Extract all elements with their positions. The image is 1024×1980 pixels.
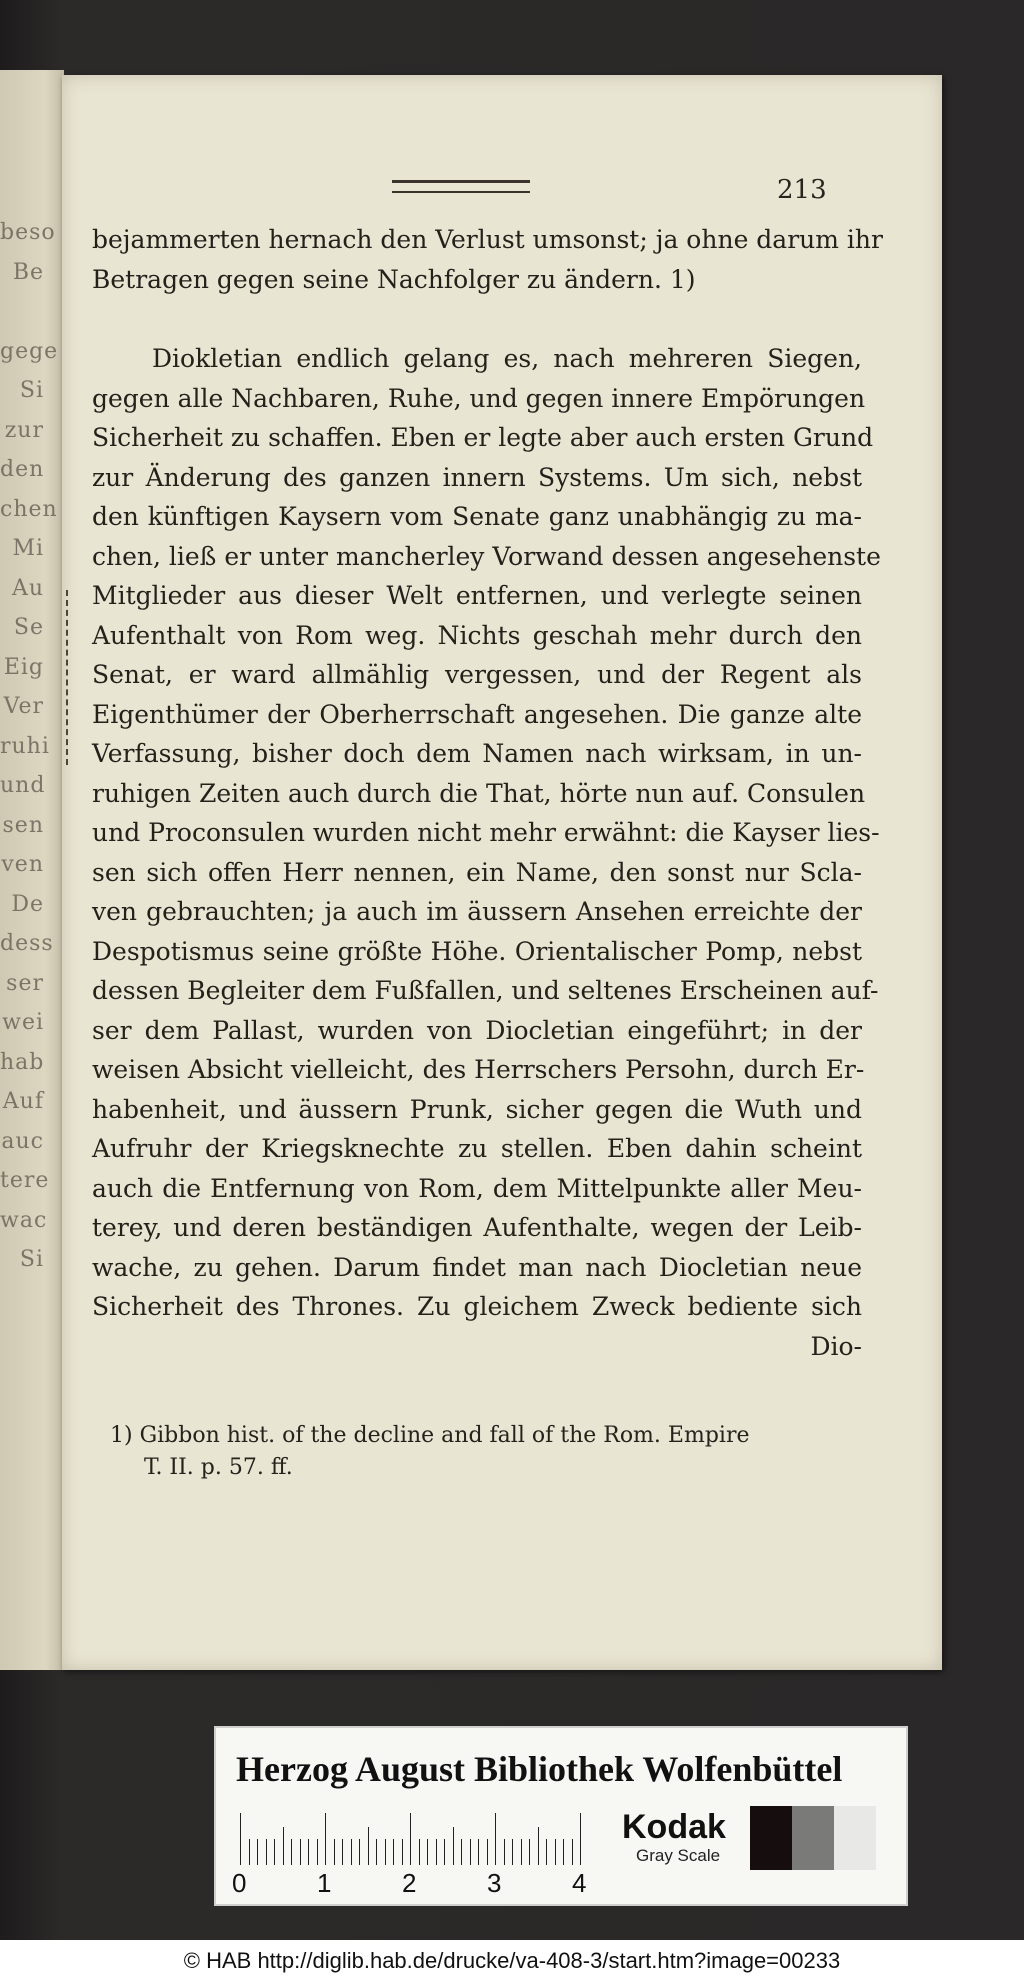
- ruler-tick: [249, 1839, 250, 1865]
- ruler-tick: [538, 1827, 539, 1865]
- copyright-credit: © HAB http://diglib.hab.de/drucke/va-408-3/start.htm?image=00233: [183, 1948, 841, 1973]
- ruler-tick: [495, 1813, 496, 1865]
- left-page-fragment: chen: [0, 496, 58, 522]
- left-page-fragment: Au: [11, 575, 44, 601]
- ruler-tick: [555, 1839, 556, 1865]
- ruler-tick: [419, 1839, 420, 1865]
- ruler-tick: [351, 1839, 352, 1865]
- ruler-tick: [478, 1839, 479, 1865]
- ruler-tick: [308, 1839, 309, 1865]
- left-page-fragment: wac: [0, 1207, 48, 1233]
- ruler-number: 1: [317, 1868, 332, 1898]
- ruler-tick: [436, 1839, 437, 1865]
- ruler-tick: [376, 1839, 377, 1865]
- text-line: ruhigen Zeiten auch durch die That, hörte nun auf. Consulen: [92, 778, 866, 808]
- left-page-fragment: und: [0, 773, 46, 798]
- text-line: ven gebrauchten; ja auch im äussern Ansehen erreichte der: [92, 897, 862, 926]
- footnote-line: 1) Gibbon hist. of the decline and fall of the Rom. Empire: [110, 1423, 750, 1448]
- left-page-fragment: Auf: [2, 1089, 44, 1114]
- brand-subtitle: Gray Scale: [636, 1846, 721, 1865]
- left-page-fragment: zur: [4, 417, 44, 443]
- left-page-fragment: ven: [1, 852, 44, 877]
- left-page-fragment: ruhi: [0, 733, 50, 759]
- header-rule: [392, 180, 530, 193]
- left-page-fragment: den: [0, 457, 45, 482]
- left-page-fragment: Si: [19, 378, 44, 403]
- text-line: Dio-: [810, 1331, 862, 1361]
- text-line: dessen Begleiter dem Fußfallen, und seltenes Erscheinen auf-: [92, 976, 879, 1005]
- ruler-tick: [427, 1839, 428, 1865]
- footnote-line: T. II. p. 57. ff.: [144, 1455, 293, 1480]
- archive-label: [214, 1726, 908, 1906]
- text-line: Diokletian endlich gelang es, nach mehreren Siegen,: [152, 344, 862, 373]
- ruler-tick: [461, 1839, 462, 1865]
- text-line: Betragen gegen seine Nachfolger zu ändern. 1): [92, 264, 696, 294]
- ruler-tick: [283, 1827, 284, 1865]
- text-line: Sicherheit zu schaffen. Eben er legte aber auch ersten Grund: [92, 423, 874, 452]
- text-line: Eigenthümer der Oberherrschaft angesehen. Die ganze alte: [92, 699, 862, 729]
- ruler-tick: [240, 1813, 241, 1865]
- ruler-tick: [274, 1839, 275, 1865]
- left-page-fragment: Ver: [3, 694, 44, 719]
- text-line: Aufenthalt von Rom weg. Nichts geschah mehr durch den: [92, 620, 862, 650]
- left-page-fragment: Be: [12, 259, 44, 285]
- ruler-tick: [504, 1839, 505, 1865]
- ruler-tick: [487, 1839, 488, 1865]
- gray-swatch-mid: [792, 1806, 834, 1870]
- ruler-tick: [470, 1839, 471, 1865]
- gray-swatch-light: [834, 1806, 876, 1870]
- left-page-fragment: tere: [0, 1168, 50, 1193]
- text-line: den künftigen Kaysern vom Senate ganz unabhängig zu ma-: [92, 502, 862, 531]
- ruler-tick: [334, 1839, 335, 1865]
- body-text: [92, 220, 883, 1366]
- ruler-tick: [512, 1839, 513, 1865]
- page-number: 213: [777, 175, 827, 205]
- text-line: auch die Entfernung von Rom, dem Mittelpunkte aller Meu-: [92, 1173, 862, 1203]
- text-line: chen, ließ er unter mancherley Vorwand dessen angesehenste: [92, 541, 881, 571]
- text-line: bejammerten hernach den Verlust umsonst; ja ohne darum ihr: [92, 225, 883, 254]
- ruler-tick: [580, 1813, 581, 1865]
- left-page-fragment: Se: [13, 615, 44, 640]
- ruler-number: 2: [402, 1868, 417, 1898]
- ruler-tick: [325, 1813, 326, 1865]
- left-page-fragment: Mi: [12, 536, 44, 561]
- text-line: wache, zu gehen. Darum findet man nach Diocletian neue: [92, 1252, 862, 1282]
- left-page-fragment: wei: [2, 1010, 44, 1035]
- text-line: zur Änderung des ganzen innern Systems. Um sich, nebst: [92, 462, 862, 492]
- ruler-tick: [342, 1839, 343, 1865]
- text-line: Despotismus seine größte Höhe. Orientalischer Pomp, nebst: [92, 936, 862, 966]
- ruler-tick: [563, 1839, 564, 1865]
- text-line: gegen alle Nachbaren, Ruhe, und gegen innere Empörungen: [92, 383, 866, 413]
- ruler-number: 3: [487, 1868, 502, 1898]
- ruler-tick: [521, 1839, 522, 1865]
- gray-swatch-black: [750, 1806, 792, 1870]
- ruler-tick: [317, 1839, 318, 1865]
- left-page-fragment: Si: [19, 1247, 44, 1272]
- ruler-tick: [291, 1839, 292, 1865]
- text-line: weisen Absicht vielleicht, des Herrschers Persohn, durch Er-: [92, 1055, 865, 1084]
- ruler-tick: [402, 1839, 403, 1865]
- text-line: ser dem Pallast, wurden von Diocletian eingeführt; in der: [92, 1015, 862, 1045]
- left-page-fragment: sen: [2, 812, 44, 838]
- ruler-tick: [368, 1827, 369, 1865]
- ruler-tick: [444, 1839, 445, 1865]
- text-line: Mitglieder aus dieser Welt entfernen, und verlegte seinen: [92, 581, 862, 610]
- ruler-tick: [546, 1839, 547, 1865]
- text-line: Verfassung, bisher doch dem Namen nach wirksam, in un-: [92, 739, 862, 768]
- ruler-tick: [529, 1839, 530, 1865]
- left-page-fragment: dess: [0, 931, 54, 956]
- left-page-fragment: gege: [0, 338, 59, 364]
- ruler-tick: [393, 1839, 394, 1865]
- ruler-tick: [300, 1839, 301, 1865]
- ruler-tick: [266, 1839, 267, 1865]
- left-page-fragment: auc: [1, 1128, 44, 1154]
- ruler-number: 4: [572, 1868, 587, 1898]
- text-line: habenheit, und äussern Prunk, sicher gegen die Wuth und: [92, 1094, 862, 1124]
- left-page-fragment: ser: [6, 970, 44, 996]
- left-page-edge: [0, 70, 64, 1670]
- ruler-tick: [359, 1839, 360, 1865]
- text-line: Sicherheit des Thrones. Zu gleichem Zweck bediente sich: [92, 1292, 862, 1321]
- left-page-fragment: hab: [0, 1049, 45, 1075]
- text-line: terey, und deren beständigen Aufenthalte, wegen der Leib-: [92, 1213, 862, 1242]
- institution-name: Herzog August Bibliothek Wolfenbüttel: [236, 1749, 843, 1789]
- ruler-number: 0: [232, 1868, 247, 1898]
- text-line: Aufruhr der Kriegsknechte zu stellen. Eben dahin scheint: [92, 1134, 862, 1163]
- footnote: [110, 1420, 840, 1484]
- left-page-fragment: De: [11, 891, 44, 917]
- paragraph-gap: [92, 299, 862, 339]
- ruler-tick: [385, 1839, 386, 1865]
- brand-logo: Kodak: [622, 1808, 726, 1846]
- left-page-fragment: beso: [0, 220, 56, 245]
- ruler-tick: [572, 1839, 573, 1865]
- ruler-tick: [257, 1839, 258, 1865]
- margin-bracket-mark: [66, 590, 70, 765]
- left-page-fragment: Eig: [3, 654, 44, 680]
- ruler-tick: [410, 1813, 411, 1865]
- ruler-tick: [453, 1827, 454, 1865]
- text-line: sen sich offen Herr nennen, ein Name, den sonst nur Scla-: [92, 857, 862, 887]
- text-line: Senat, er ward allmählig vergessen, und der Regent als: [92, 660, 862, 689]
- text-line: und Proconsulen wurden nicht mehr erwähnt: die Kayser lies-: [92, 818, 880, 847]
- scale-ruler: [240, 1813, 580, 1865]
- book-page: [62, 75, 942, 1670]
